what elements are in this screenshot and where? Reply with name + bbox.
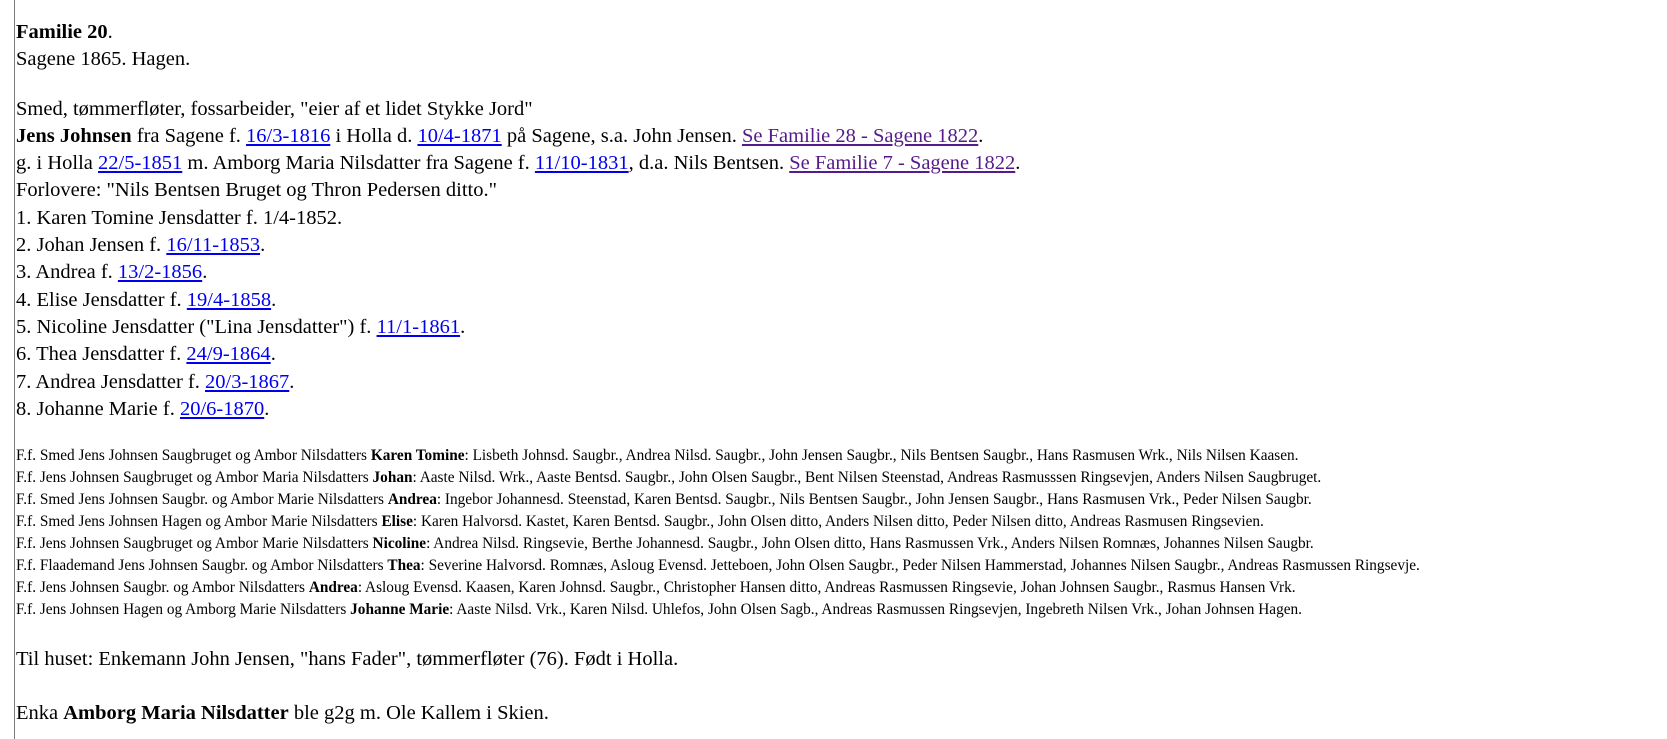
family-title-text: Familie 20: [16, 21, 108, 43]
heading-block: [16, 19, 1667, 74]
godparents-entry: F.f. Jens Johnsen Saugbruget og Ambor Maria Nilsdatters Johan: Aaste Nilsd. Wrk., Aaste Bentsd. Saugbr., John Olsen Saugbr., Bent Nilsen Steenstad, Andreas Rasmusssen Ringsevjen, Anders Nilsen Saugbruget.: [16, 469, 1322, 487]
child-item: 3. Andrea f. 13/2-1856.: [16, 261, 208, 284]
child-name: Karen Tomine: [370, 447, 465, 465]
occupation-line: Smed, tømmerfløter, fossarbeider, "eier af et lidet Stykke Jord": [16, 97, 533, 120]
household-line: Til huset: Enkemann John Jensen, "hans Fader", tømmerfløter (76). Født i Holla.: [16, 648, 679, 671]
husband-birth-link[interactable]: 16/3-1816: [246, 124, 331, 147]
godparents-entry: F.f. Smed Jens Johnsen Saugbr. og Ambor Marie Nilsdatters Andrea: Ingebor Johannesd. Steenstad, Karen Bentsd. Saugbr., Nils Bentsen Saugbr., John Jensen Saugbr., Hans Rasmusen Vrk., Peder Nilsen Saugbr.: [16, 490, 1312, 508]
child-item: 8. Johanne Marie f. 20/6-1870.: [16, 397, 270, 420]
child-name: Andrea: [308, 578, 358, 596]
left-border: [14, 0, 15, 739]
child-birth-link[interactable]: 19/4-1858: [186, 288, 272, 311]
family-details: [16, 96, 1667, 424]
godparents-entry: F.f. Smed Jens Johnsen Hagen og Ambor Marie Nilsdatters Elise: Karen Halvorsd. Kastet, Karen Bentsd. Saugbr., John Olsen ditto, Anders Nilsen ditto, Peder Nilsen ditto, Andreas Rasmusen Ringsevien.: [16, 512, 1264, 530]
child-birth-link[interactable]: 13/2-1856: [117, 261, 203, 284]
marriage-line: g. i Holla 22/5-1851 m. Amborg Maria Nilsdatter fra Sagene f. 11/10-1831, d.a. Nils Bentsen. Se Familie 7 - Sagene 1822.: [16, 152, 1021, 175]
spacer: [16, 423, 1667, 445]
widow-name: Amborg Maria Nilsdatter: [63, 701, 289, 724]
husband-family-link[interactable]: Se Familie 28 - Sagene 1822: [742, 124, 979, 147]
family-title: Familie 20.: [16, 21, 113, 43]
child-birth-link[interactable]: 11/1-1861: [376, 315, 461, 338]
child-item: 5. Nicoline Jensdatter ("Lina Jensdatter") f. 11/1-1861.: [16, 315, 466, 338]
child-item: 7. Andrea Jensdatter f. 20/3-1867.: [16, 370, 295, 393]
husband-line: Jens Johnsen fra Sagene f. 16/3-1816 i Holla d. 10/4-1871 på Sagene, s.a. John Jensen. Se Familie 28 - Sagene 1822.: [16, 124, 984, 147]
godparents-entry: F.f. Flaademand Jens Johnsen Saugbr. og Ambor Nilsdatters Thea: Severine Halvorsd. Romnæs, Asloug Evensd. Jetteboen, John Olsen Saugbr., Peder Nilsen Hammerstad, Johannes Nilsen Saugbr., Andreas Rasmussen Ringsevje.: [16, 556, 1420, 574]
witnesses-line: Forlovere: "Nils Bentsen Bruget og Thron Pedersen ditto.": [16, 179, 497, 202]
wife-family-link[interactable]: Se Familie 7 - Sagene 1822: [789, 152, 1016, 175]
husband-death-link[interactable]: 10/4-1871: [417, 124, 502, 147]
child-birth-link[interactable]: 24/9-1864: [186, 343, 271, 366]
godparents-entry: F.f. Jens Johnsen Saugbr. og Ambor Nilsdatters Andrea: Asloug Evensd. Kaasen, Karen Johnsd. Saugbr., Christopher Hansen ditto, Andreas Rasmussen Ringsevie, Johan Johnsen Saugbr., Rasmus Hansen Vrk.: [16, 578, 1296, 596]
godparents-entry: F.f. Jens Johnsen Hagen og Amborg Marie Nilsdatters Johanne Marie: Aaste Nilsd. Vrk., Karen Nilsd. Uhlefos, John Olsen Sagb., Andreas Rasmussen Ringsevjen, Ingebreth Nilsen Vrk., Johan Johnsen Hagen.: [16, 600, 1302, 618]
child-name: Elise: [381, 512, 413, 530]
spacer: [16, 620, 1667, 646]
child-name: Andrea: [387, 490, 437, 508]
spacer: [16, 674, 1667, 700]
family-subtitle: Sagene 1865. Hagen.: [16, 48, 191, 71]
godparents-entry: F.f. Jens Johnsen Saugbruget og Ambor Marie Nilsdatters Nicoline: Andrea Nilsd. Ringsevie, Berthe Johannesd. Saugbr., John Olsen ditto, Hans Rasmussen Vrk., Anders Nilsen Romnæs, Johannes Nilsen Saugbr.: [16, 534, 1314, 552]
godparents-entry: F.f. Smed Jens Johnsen Saugbruget og Ambor Nilsdatters Karen Tomine: Lisbeth Johnsd. Saugbr., Andrea Nilsd. Saugbr., John Jensen Saugbr., Nils Bentsen Saugbr., Hans Rasmusen Wrk., Nils Nilsen Kaasen.: [16, 447, 1299, 465]
child-item: 4. Elise Jensdatter f. 19/4-1858.: [16, 288, 277, 311]
husband-name: Jens Johnsen: [16, 124, 132, 147]
child-name: Johan: [372, 469, 413, 487]
child-birth-link[interactable]: 16/11-1853: [166, 234, 261, 257]
godparents-list: [16, 445, 1667, 620]
spacer: [16, 74, 1667, 96]
family-record: [16, 19, 1667, 727]
child-birth-link[interactable]: 20/6-1870: [179, 397, 265, 420]
marriage-date-link[interactable]: 22/5-1851: [98, 152, 183, 175]
wife-birth-link[interactable]: 11/10-1831: [534, 152, 629, 175]
child-item: 6. Thea Jensdatter f. 24/9-1864.: [16, 343, 276, 366]
child-name: Nicoline: [372, 534, 427, 552]
children-list: [16, 205, 1667, 423]
child-birth-link[interactable]: 20/3-1867: [205, 370, 290, 393]
child-item: 2. Johan Jensen f. 16/11-1853.: [16, 234, 266, 257]
widow-line: Enka Amborg Maria Nilsdatter ble g2g m. Ole Kallem i Skien.: [16, 701, 549, 724]
child-item: 1. Karen Tomine Jensdatter f. 1/4-1852.: [16, 206, 343, 229]
child-name: Johanne Marie: [350, 600, 450, 618]
child-name: Thea: [387, 556, 421, 574]
